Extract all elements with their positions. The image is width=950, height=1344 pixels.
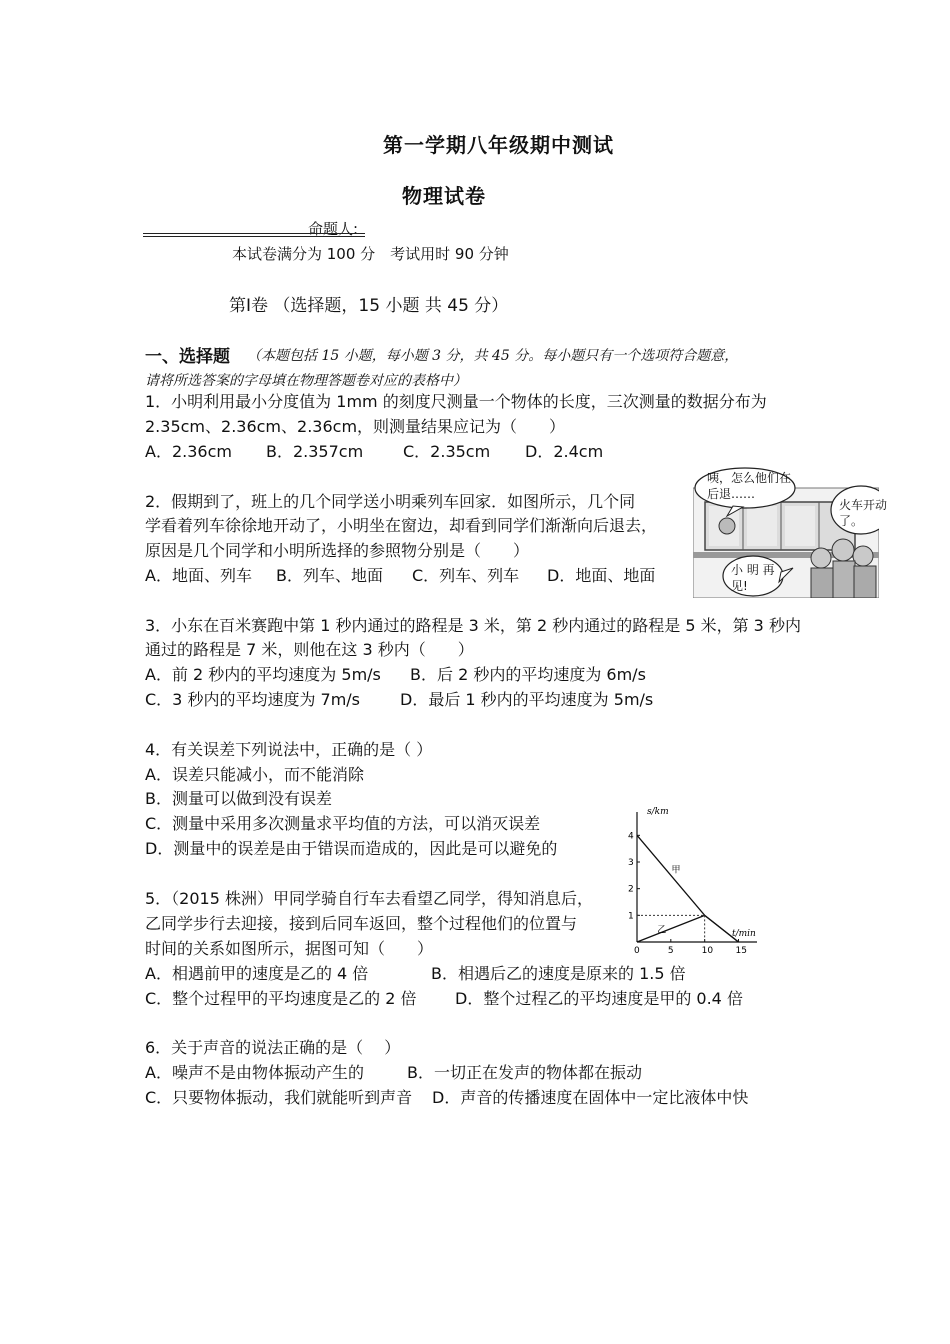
q2-train-illustration: [693, 466, 888, 598]
exam-title: 第一学期八年级期中测试: [383, 133, 614, 157]
series-line-1: [637, 915, 738, 942]
q3-line2: 通过的路程是 7 米，则他在这 3 秒内（ ）: [145, 640, 474, 659]
q4-option-b: B．测量可以做到没有误差: [145, 789, 332, 808]
q6-line1: 6．关于声音的说法正确的是（ ）: [145, 1038, 401, 1057]
q3-line1: 3．小东在百米赛跑中第 1 秒内通过的路程是 3 米，第 2 秒内通过的路程是 5 米，第 3 秒内: [145, 616, 801, 635]
author-underline-top: [143, 233, 365, 234]
q6-option-b: B．一切正在发声的物体都在振动: [407, 1063, 642, 1082]
q6-option-a: A．噪声不是由物体振动产生的: [145, 1063, 364, 1082]
exam-subtitle: 物理试卷: [402, 184, 486, 208]
y-tick-label: 4: [628, 831, 634, 842]
q4-option-d: D．测量中的误差是由于错误而造成的，因此是可以避免的: [145, 839, 558, 858]
q2-option-a: A．地面、列车: [145, 566, 252, 585]
q2-line1: 2．假期到了，班上的几个同学送小明乘列车回家．如图所示，几个同: [145, 492, 636, 511]
q2-option-b: B．列车、地面: [276, 566, 383, 585]
x-tick-label: 5: [667, 946, 674, 956]
series-line-0: [637, 835, 738, 942]
q5-option-b: B．相遇后乙的速度是原来的 1.5 倍: [431, 964, 686, 983]
q2-option-d: D．地面、地面: [547, 566, 656, 585]
q5-line1: 5．（2015 株洲）甲同学骑自行车去看望乙同学，得知消息后，: [145, 889, 593, 908]
y-axis-label: s/km: [647, 807, 669, 817]
author-underline-bottom: [143, 236, 365, 237]
y-tick-label: 2: [628, 884, 634, 895]
x-tick-label: 15: [735, 946, 747, 956]
section1-heading: 一、选择题: [145, 347, 230, 367]
bubble1-line2: 后退……: [707, 487, 756, 501]
q4-option-a: A．误差只能减小，而不能消除: [145, 765, 364, 784]
exam-info: 本试卷满分为 100 分 考试用时 90 分钟: [232, 245, 509, 263]
q5-line3: 时间的关系如图所示，据图可知（ ）: [145, 939, 434, 958]
series-label: 乙: [657, 925, 667, 936]
q2-option-c: C．列车、列车: [412, 566, 520, 585]
bubble2-line1: 火车开动: [839, 498, 888, 512]
q3-option-a: A．前 2 秒内的平均速度为 5m/s: [145, 665, 381, 684]
y-tick-label: 1: [628, 911, 634, 922]
q6-option-c: C．只要物体振动，我们就能听到声音: [145, 1088, 413, 1107]
q5-position-time-chart: [622, 800, 762, 960]
q3-option-b: B．后 2 秒内的平均速度为 6m/s: [410, 665, 646, 684]
bubble2-line2: 了。: [839, 514, 864, 528]
q1-option-a: A．2.36cm: [145, 442, 232, 461]
q5-line2: 乙同学步行去迎接，接到后同车返回，整个过程他们的位置与: [145, 914, 578, 933]
bubble1-line1: 咦，怎么他们在: [707, 471, 792, 485]
q5-option-c: C．整个过程甲的平均速度是乙的 2 倍: [145, 989, 417, 1008]
y-tick-label: 3: [628, 858, 634, 868]
q2-line3: 原因是几个同学和小明所选择的参照物分别是（ ）: [145, 541, 530, 560]
q1-line1: 1．小明利用最小分度值为 1mm 的刻度尺测量一个物体的长度，三次测量的数据分布为: [145, 392, 767, 411]
section1-instructions-2: 请将所选答案的字母填在物理答题卷对应的表格中）: [145, 373, 467, 389]
q6-option-d: D．声音的传播速度在固体中一定比液体中快: [432, 1088, 749, 1107]
q4-option-c: C．测量中采用多次测量求平均值的方法，可以消灭误差: [145, 814, 541, 833]
q5-option-a: A．相遇前甲的速度是乙的 4 倍: [145, 964, 369, 983]
author-label: 命题人:: [308, 220, 359, 238]
x-tick-label: 0: [634, 946, 640, 956]
bubble3-line2: 见!: [731, 579, 748, 593]
x-axis-label: t/min: [732, 929, 756, 939]
q4-line1: 4．有关误差下列说法中，正确的是（ ）: [145, 740, 433, 759]
q5-option-d: D．整个过程乙的平均速度是甲的 0.4 倍: [455, 989, 743, 1008]
q1-line2: 2.35cm、2.36cm、2.36cm，则测量结果应记为（ ）: [145, 417, 566, 436]
q2-line2: 学看着列车徐徐地开动了，小明坐在窗边，却看到同学们渐渐向后退去，: [145, 516, 658, 535]
q3-option-d: D．最后 1 秒内的平均速度为 5m/s: [400, 690, 654, 709]
x-tick-label: 10: [701, 946, 714, 956]
bubble3-line1: 小 明 再: [731, 563, 775, 577]
q1-option-b: B．2.357cm: [266, 442, 364, 461]
section1-instructions-1: （本题包括 15 小题，每小题 3 分，共 45 分。每小题只有一个选项符合题意，: [247, 348, 739, 364]
part1-heading: 第Ⅰ卷 （选择题，15 小题 共 45 分）: [229, 296, 509, 316]
q3-option-c: C．3 秒内的平均速度为 7m/s: [145, 690, 361, 709]
series-label: 甲: [671, 865, 681, 876]
q1-option-c: C．2.35cm: [403, 442, 491, 461]
q1-option-d: D．2.4cm: [525, 442, 604, 461]
